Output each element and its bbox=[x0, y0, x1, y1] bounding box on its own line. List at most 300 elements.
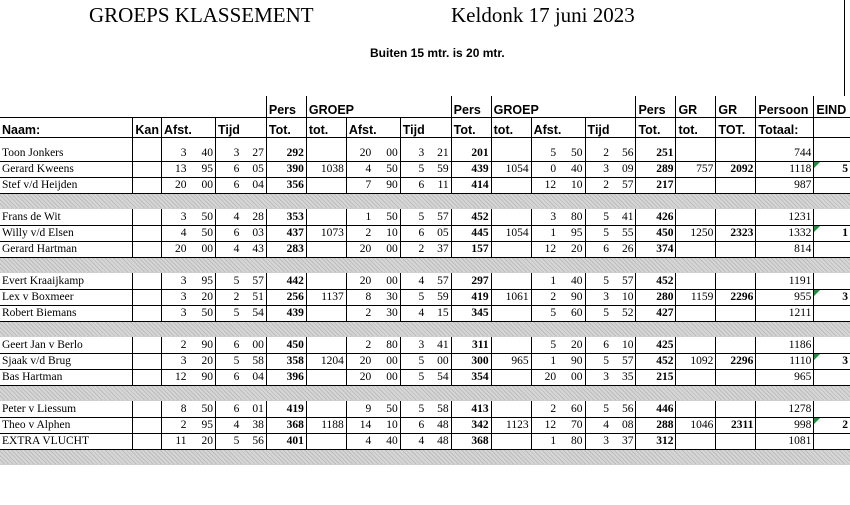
tijd-min-cell: 5 bbox=[585, 225, 611, 241]
groep-total-cell: 1137 bbox=[306, 289, 346, 305]
pers-total-cell: 445 bbox=[451, 225, 491, 241]
afst-km-cell: 20 bbox=[346, 241, 373, 257]
groep-total-cell bbox=[306, 145, 346, 161]
header-groep-2: GROEP bbox=[491, 96, 636, 117]
table-row bbox=[0, 225, 850, 241]
afst-m-cell: 30 bbox=[373, 305, 400, 321]
header-gr: GR bbox=[676, 96, 716, 117]
groep-total-cell bbox=[306, 305, 346, 321]
afst-km-cell: 3 bbox=[531, 209, 558, 225]
pers-total-cell: 425 bbox=[636, 337, 676, 353]
kan-cell bbox=[133, 417, 162, 433]
header-tot-3: Tot. bbox=[451, 117, 491, 137]
tijd-min-cell: 5 bbox=[400, 289, 426, 305]
group-separator bbox=[0, 449, 850, 465]
tijd-sec-cell: 57 bbox=[426, 209, 451, 225]
kan-cell bbox=[133, 161, 162, 177]
tijd-sec-cell: 00 bbox=[241, 337, 266, 353]
kan-cell bbox=[133, 433, 162, 449]
persoon-totaal-cell: 987 bbox=[756, 177, 814, 193]
gr-grand-total-cell bbox=[716, 273, 756, 289]
afst-m-cell: 50 bbox=[558, 145, 585, 161]
pers-total-cell: 401 bbox=[266, 433, 306, 449]
tijd-sec-cell: 26 bbox=[611, 241, 636, 257]
afst-km-cell: 3 bbox=[162, 209, 189, 225]
name-cell: Toon Jonkers bbox=[0, 145, 133, 161]
afst-km-cell: 2 bbox=[162, 337, 189, 353]
name-cell: Evert Kraaijkamp bbox=[0, 273, 133, 289]
table-row bbox=[0, 161, 850, 177]
table-row bbox=[0, 353, 850, 369]
afst-m-cell: 40 bbox=[558, 273, 585, 289]
gr-grand-total-cell bbox=[716, 145, 756, 161]
tijd-sec-cell: 56 bbox=[611, 145, 636, 161]
header-row-1 bbox=[0, 96, 850, 117]
afst-km-cell: 2 bbox=[531, 401, 558, 417]
afst-km-cell: 4 bbox=[162, 225, 189, 241]
groep-total-cell bbox=[491, 241, 531, 257]
afst-km-cell: 20 bbox=[346, 145, 373, 161]
afst-km-cell: 5 bbox=[531, 145, 558, 161]
pers-total-cell: 419 bbox=[266, 401, 306, 417]
afst-km-cell: 12 bbox=[531, 417, 558, 433]
afst-m-cell: 00 bbox=[188, 177, 215, 193]
kan-cell bbox=[133, 337, 162, 353]
name-cell: Lex v Boxmeer bbox=[0, 289, 133, 305]
afst-km-cell: 2 bbox=[346, 305, 373, 321]
header-pers-3: Pers bbox=[636, 96, 676, 117]
gr-grand-total-cell bbox=[716, 241, 756, 257]
groep-total-cell bbox=[491, 209, 531, 225]
afst-km-cell: 0 bbox=[531, 161, 558, 177]
pers-total-cell: 452 bbox=[451, 209, 491, 225]
tijd-min-cell: 5 bbox=[400, 353, 426, 369]
afst-m-cell: 90 bbox=[558, 289, 585, 305]
tijd-sec-cell: 03 bbox=[241, 225, 266, 241]
gr-grand-total-cell: 2296 bbox=[716, 289, 756, 305]
eind-rank-cell bbox=[814, 145, 850, 161]
tijd-min-cell: 2 bbox=[585, 177, 611, 193]
eind-rank-cell bbox=[814, 209, 850, 225]
afst-m-cell: 50 bbox=[373, 401, 400, 417]
tijd-min-cell: 5 bbox=[215, 433, 241, 449]
gr-total-cell bbox=[676, 369, 716, 385]
pers-total-cell: 419 bbox=[451, 289, 491, 305]
top-right-border bbox=[844, 0, 845, 96]
afst-km-cell: 2 bbox=[346, 337, 373, 353]
tijd-min-cell: 3 bbox=[400, 145, 426, 161]
afst-m-cell: 60 bbox=[558, 305, 585, 321]
tijd-min-cell: 5 bbox=[585, 353, 611, 369]
name-cell: Geert Jan v Berlo bbox=[0, 337, 133, 353]
tijd-min-cell: 5 bbox=[215, 305, 241, 321]
table-row bbox=[0, 241, 850, 257]
persoon-totaal-cell: 1211 bbox=[756, 305, 814, 321]
afst-m-cell: 95 bbox=[558, 225, 585, 241]
afst-m-cell: 90 bbox=[558, 353, 585, 369]
afst-m-cell: 00 bbox=[373, 273, 400, 289]
pers-total-cell: 413 bbox=[451, 401, 491, 417]
kan-cell bbox=[133, 145, 162, 161]
afst-m-cell: 00 bbox=[188, 241, 215, 257]
eind-rank-cell bbox=[814, 305, 850, 321]
pers-total-cell: 300 bbox=[451, 353, 491, 369]
gr-total-cell bbox=[676, 177, 716, 193]
kan-cell bbox=[133, 241, 162, 257]
tijd-min-cell: 4 bbox=[215, 241, 241, 257]
pers-total-cell: 439 bbox=[266, 305, 306, 321]
tijd-min-cell: 5 bbox=[585, 401, 611, 417]
tijd-min-cell: 6 bbox=[215, 161, 241, 177]
afst-m-cell: 20 bbox=[558, 337, 585, 353]
afst-km-cell: 3 bbox=[162, 305, 189, 321]
table-row bbox=[0, 433, 850, 449]
afst-km-cell: 3 bbox=[162, 353, 189, 369]
persoon-totaal-cell: 1110 bbox=[756, 353, 814, 369]
kan-cell bbox=[133, 209, 162, 225]
afst-m-cell: 95 bbox=[188, 273, 215, 289]
afst-km-cell: 2 bbox=[531, 289, 558, 305]
gr-total-cell bbox=[676, 305, 716, 321]
afst-m-cell: 00 bbox=[373, 145, 400, 161]
afst-m-cell: 10 bbox=[373, 417, 400, 433]
pers-total-cell: 390 bbox=[266, 161, 306, 177]
table-row bbox=[0, 401, 850, 417]
group-separator bbox=[0, 385, 850, 401]
tijd-sec-cell: 54 bbox=[241, 305, 266, 321]
gr-grand-total-cell bbox=[716, 209, 756, 225]
gr-total-cell: 1250 bbox=[676, 225, 716, 241]
location-date: Keldonk 17 juni 2023 bbox=[451, 3, 635, 27]
eind-rank-cell: 5 bbox=[814, 161, 850, 177]
tijd-sec-cell: 57 bbox=[241, 273, 266, 289]
afst-km-cell: 8 bbox=[346, 289, 373, 305]
name-cell: Stef v/d Heijden bbox=[0, 177, 133, 193]
gr-total-cell: 757 bbox=[676, 161, 716, 177]
kan-cell bbox=[133, 225, 162, 241]
pers-total-cell: 414 bbox=[451, 177, 491, 193]
tijd-min-cell: 5 bbox=[585, 273, 611, 289]
afst-m-cell: 10 bbox=[373, 225, 400, 241]
header-tot-1: Tot. bbox=[266, 117, 306, 137]
pers-total-cell: 217 bbox=[636, 177, 676, 193]
pers-total-cell: 442 bbox=[266, 273, 306, 289]
tijd-min-cell: 4 bbox=[215, 209, 241, 225]
gr-grand-total-cell bbox=[716, 401, 756, 417]
gr-grand-total-cell: 2092 bbox=[716, 161, 756, 177]
gr-total-cell bbox=[676, 401, 716, 417]
name-cell: Frans de Wit bbox=[0, 209, 133, 225]
tijd-sec-cell: 09 bbox=[611, 161, 636, 177]
tijd-min-cell: 2 bbox=[215, 289, 241, 305]
pers-total-cell: 356 bbox=[266, 177, 306, 193]
afst-m-cell: 70 bbox=[558, 417, 585, 433]
table-row bbox=[0, 289, 850, 305]
header-afst-2: Afst. bbox=[346, 117, 400, 137]
gr-total-cell: 1159 bbox=[676, 289, 716, 305]
afst-m-cell: 90 bbox=[188, 369, 215, 385]
afst-km-cell: 12 bbox=[531, 177, 558, 193]
pers-total-cell: 280 bbox=[636, 289, 676, 305]
persoon-totaal-cell: 998 bbox=[756, 417, 814, 433]
gr-grand-total-cell: 2323 bbox=[716, 225, 756, 241]
tijd-sec-cell: 21 bbox=[426, 145, 451, 161]
tijd-sec-cell: 08 bbox=[611, 417, 636, 433]
afst-m-cell: 00 bbox=[373, 369, 400, 385]
table-row bbox=[0, 417, 850, 433]
name-cell: Gerard Hartman bbox=[0, 241, 133, 257]
header-totaal: Totaal: bbox=[756, 117, 814, 137]
gr-total-cell bbox=[676, 273, 716, 289]
tijd-sec-cell: 28 bbox=[241, 209, 266, 225]
groep-total-cell bbox=[491, 369, 531, 385]
tijd-sec-cell: 43 bbox=[241, 241, 266, 257]
persoon-totaal-cell: 744 bbox=[756, 145, 814, 161]
tijd-sec-cell: 37 bbox=[426, 241, 451, 257]
groep-total-cell bbox=[491, 145, 531, 161]
pers-total-cell: 292 bbox=[266, 145, 306, 161]
persoon-totaal-cell: 1332 bbox=[756, 225, 814, 241]
pers-total-cell: 450 bbox=[266, 337, 306, 353]
afst-km-cell: 20 bbox=[346, 369, 373, 385]
kan-cell bbox=[133, 401, 162, 417]
afst-km-cell: 20 bbox=[346, 353, 373, 369]
afst-km-cell: 20 bbox=[162, 241, 189, 257]
table-row bbox=[0, 209, 850, 225]
page-title: GROEPS KLASSEMENT bbox=[89, 3, 314, 27]
pers-total-cell: 368 bbox=[451, 433, 491, 449]
name-cell: Gerard Kweens bbox=[0, 161, 133, 177]
tijd-sec-cell: 57 bbox=[426, 273, 451, 289]
groep-total-cell: 1073 bbox=[306, 225, 346, 241]
tijd-sec-cell: 04 bbox=[241, 369, 266, 385]
pers-total-cell: 437 bbox=[266, 225, 306, 241]
header-tot-7: TOT. bbox=[716, 117, 756, 137]
pers-total-cell: 251 bbox=[636, 145, 676, 161]
name-cell: Bas Hartman bbox=[0, 369, 133, 385]
afst-km-cell: 5 bbox=[531, 337, 558, 353]
afst-m-cell: 90 bbox=[373, 177, 400, 193]
afst-m-cell: 20 bbox=[188, 289, 215, 305]
groep-total-cell bbox=[306, 241, 346, 257]
header-gr-2: GR bbox=[716, 96, 756, 117]
afst-km-cell: 1 bbox=[531, 225, 558, 241]
tijd-min-cell: 5 bbox=[400, 209, 426, 225]
tijd-min-cell: 4 bbox=[400, 433, 426, 449]
tijd-sec-cell: 05 bbox=[426, 225, 451, 241]
afst-m-cell: 80 bbox=[558, 209, 585, 225]
tijd-sec-cell: 05 bbox=[241, 161, 266, 177]
groep-total-cell: 965 bbox=[491, 353, 531, 369]
pers-total-cell: 288 bbox=[636, 417, 676, 433]
afst-m-cell: 20 bbox=[558, 241, 585, 257]
pers-total-cell: 374 bbox=[636, 241, 676, 257]
tijd-sec-cell: 48 bbox=[426, 417, 451, 433]
tijd-min-cell: 2 bbox=[585, 145, 611, 161]
tijd-min-cell: 5 bbox=[215, 273, 241, 289]
header-tijd-1: Tijd bbox=[215, 117, 266, 137]
header-tijd-2: Tijd bbox=[400, 117, 451, 137]
afst-km-cell: 12 bbox=[162, 369, 189, 385]
header-groep-1: GROEP bbox=[306, 96, 451, 117]
tijd-sec-cell: 04 bbox=[241, 177, 266, 193]
kan-cell bbox=[133, 273, 162, 289]
afst-m-cell: 90 bbox=[188, 337, 215, 353]
groep-total-cell: 1038 bbox=[306, 161, 346, 177]
tijd-sec-cell: 59 bbox=[426, 289, 451, 305]
tijd-min-cell: 5 bbox=[215, 353, 241, 369]
gr-total-cell: 1092 bbox=[676, 353, 716, 369]
tijd-sec-cell: 58 bbox=[426, 401, 451, 417]
afst-km-cell: 3 bbox=[162, 273, 189, 289]
pers-total-cell: 345 bbox=[451, 305, 491, 321]
persoon-totaal-cell: 1186 bbox=[756, 337, 814, 353]
persoon-totaal-cell: 1278 bbox=[756, 401, 814, 417]
afst-m-cell: 80 bbox=[558, 433, 585, 449]
afst-km-cell: 11 bbox=[162, 433, 189, 449]
afst-m-cell: 00 bbox=[373, 241, 400, 257]
table-row bbox=[0, 273, 850, 289]
header-afst-3: Afst. bbox=[531, 117, 585, 137]
header-naam: Naam: bbox=[0, 117, 133, 137]
table-row bbox=[0, 145, 850, 161]
name-cell: EXTRA VLUCHT bbox=[0, 433, 133, 449]
tijd-sec-cell: 51 bbox=[241, 289, 266, 305]
tijd-min-cell: 5 bbox=[585, 209, 611, 225]
groep-total-cell: 1204 bbox=[306, 353, 346, 369]
header-pers-2: Pers bbox=[451, 96, 491, 117]
gr-total-cell bbox=[676, 337, 716, 353]
pers-total-cell: 157 bbox=[451, 241, 491, 257]
persoon-totaal-cell: 1118 bbox=[756, 161, 814, 177]
persoon-totaal-cell: 1081 bbox=[756, 433, 814, 449]
pers-total-cell: 396 bbox=[266, 369, 306, 385]
tijd-sec-cell: 57 bbox=[611, 353, 636, 369]
groep-total-cell bbox=[491, 177, 531, 193]
pers-total-cell: 342 bbox=[451, 417, 491, 433]
afst-km-cell: 1 bbox=[531, 353, 558, 369]
header-pers-1: Pers bbox=[266, 96, 306, 117]
tijd-min-cell: 5 bbox=[585, 305, 611, 321]
pers-total-cell: 353 bbox=[266, 209, 306, 225]
gr-total-cell bbox=[676, 209, 716, 225]
tijd-sec-cell: 41 bbox=[426, 337, 451, 353]
tijd-min-cell: 3 bbox=[585, 369, 611, 385]
groep-total-cell bbox=[306, 273, 346, 289]
afst-km-cell: 12 bbox=[531, 241, 558, 257]
afst-km-cell: 20 bbox=[531, 369, 558, 385]
afst-km-cell: 20 bbox=[162, 177, 189, 193]
persoon-totaal-cell: 955 bbox=[756, 289, 814, 305]
afst-km-cell: 4 bbox=[346, 161, 373, 177]
afst-km-cell: 4 bbox=[346, 433, 373, 449]
tijd-min-cell: 6 bbox=[585, 337, 611, 353]
afst-m-cell: 50 bbox=[373, 209, 400, 225]
tijd-sec-cell: 41 bbox=[611, 209, 636, 225]
table-row bbox=[0, 305, 850, 321]
afst-km-cell: 2 bbox=[346, 225, 373, 241]
groep-total-cell: 1054 bbox=[491, 161, 531, 177]
name-cell: Theo v Alphen bbox=[0, 417, 133, 433]
tijd-min-cell: 5 bbox=[400, 369, 426, 385]
table-row bbox=[0, 337, 850, 353]
tijd-min-cell: 2 bbox=[400, 241, 426, 257]
persoon-totaal-cell: 1191 bbox=[756, 273, 814, 289]
groep-total-cell bbox=[491, 433, 531, 449]
group-separator bbox=[0, 321, 850, 337]
afst-m-cell: 20 bbox=[188, 433, 215, 449]
pers-total-cell: 297 bbox=[451, 273, 491, 289]
header-tot-4: tot. bbox=[491, 117, 531, 137]
pers-total-cell: 452 bbox=[636, 273, 676, 289]
pers-total-cell: 450 bbox=[636, 225, 676, 241]
group-separator bbox=[0, 257, 850, 273]
eind-rank-cell: 3 bbox=[814, 289, 850, 305]
pers-total-cell: 283 bbox=[266, 241, 306, 257]
kan-cell bbox=[133, 177, 162, 193]
eind-rank-cell bbox=[814, 177, 850, 193]
eind-rank-cell bbox=[814, 273, 850, 289]
pers-total-cell: 426 bbox=[636, 209, 676, 225]
tijd-min-cell: 4 bbox=[585, 417, 611, 433]
afst-m-cell: 00 bbox=[373, 353, 400, 369]
tijd-min-cell: 6 bbox=[215, 225, 241, 241]
afst-km-cell: 5 bbox=[531, 305, 558, 321]
tijd-min-cell: 6 bbox=[400, 225, 426, 241]
afst-km-cell: 2 bbox=[162, 417, 189, 433]
header-persoon: Persoon bbox=[756, 96, 814, 117]
pers-total-cell: 215 bbox=[636, 369, 676, 385]
table-row bbox=[0, 369, 850, 385]
table-row bbox=[0, 177, 850, 193]
tijd-sec-cell: 01 bbox=[241, 401, 266, 417]
afst-m-cell: 50 bbox=[373, 161, 400, 177]
tijd-sec-cell: 57 bbox=[611, 177, 636, 193]
tijd-min-cell: 3 bbox=[400, 337, 426, 353]
pers-total-cell: 311 bbox=[451, 337, 491, 353]
tijd-min-cell: 4 bbox=[400, 305, 426, 321]
afst-km-cell: 1 bbox=[531, 273, 558, 289]
tijd-sec-cell: 10 bbox=[611, 337, 636, 353]
persoon-totaal-cell: 965 bbox=[756, 369, 814, 385]
afst-m-cell: 30 bbox=[373, 289, 400, 305]
tijd-sec-cell: 52 bbox=[611, 305, 636, 321]
afst-km-cell: 13 bbox=[162, 161, 189, 177]
groep-total-cell bbox=[306, 177, 346, 193]
name-cell: Sjaak v/d Brug bbox=[0, 353, 133, 369]
pers-total-cell: 439 bbox=[451, 161, 491, 177]
tijd-sec-cell: 59 bbox=[426, 161, 451, 177]
afst-km-cell: 3 bbox=[162, 289, 189, 305]
header-tot-6: tot. bbox=[676, 117, 716, 137]
subtitle: Buiten 15 mtr. is 20 mtr. bbox=[370, 46, 505, 60]
pers-total-cell: 358 bbox=[266, 353, 306, 369]
tijd-sec-cell: 48 bbox=[426, 433, 451, 449]
gr-total-cell bbox=[676, 145, 716, 161]
groep-total-cell bbox=[306, 369, 346, 385]
tijd-sec-cell: 10 bbox=[611, 289, 636, 305]
persoon-totaal-cell: 1231 bbox=[756, 209, 814, 225]
eind-rank-cell bbox=[814, 401, 850, 417]
afst-km-cell: 3 bbox=[162, 145, 189, 161]
groep-total-cell bbox=[491, 305, 531, 321]
tijd-sec-cell: 15 bbox=[426, 305, 451, 321]
afst-km-cell: 1 bbox=[531, 433, 558, 449]
afst-km-cell: 20 bbox=[346, 273, 373, 289]
gr-total-cell bbox=[676, 433, 716, 449]
tijd-min-cell: 6 bbox=[215, 401, 241, 417]
pers-total-cell: 354 bbox=[451, 369, 491, 385]
